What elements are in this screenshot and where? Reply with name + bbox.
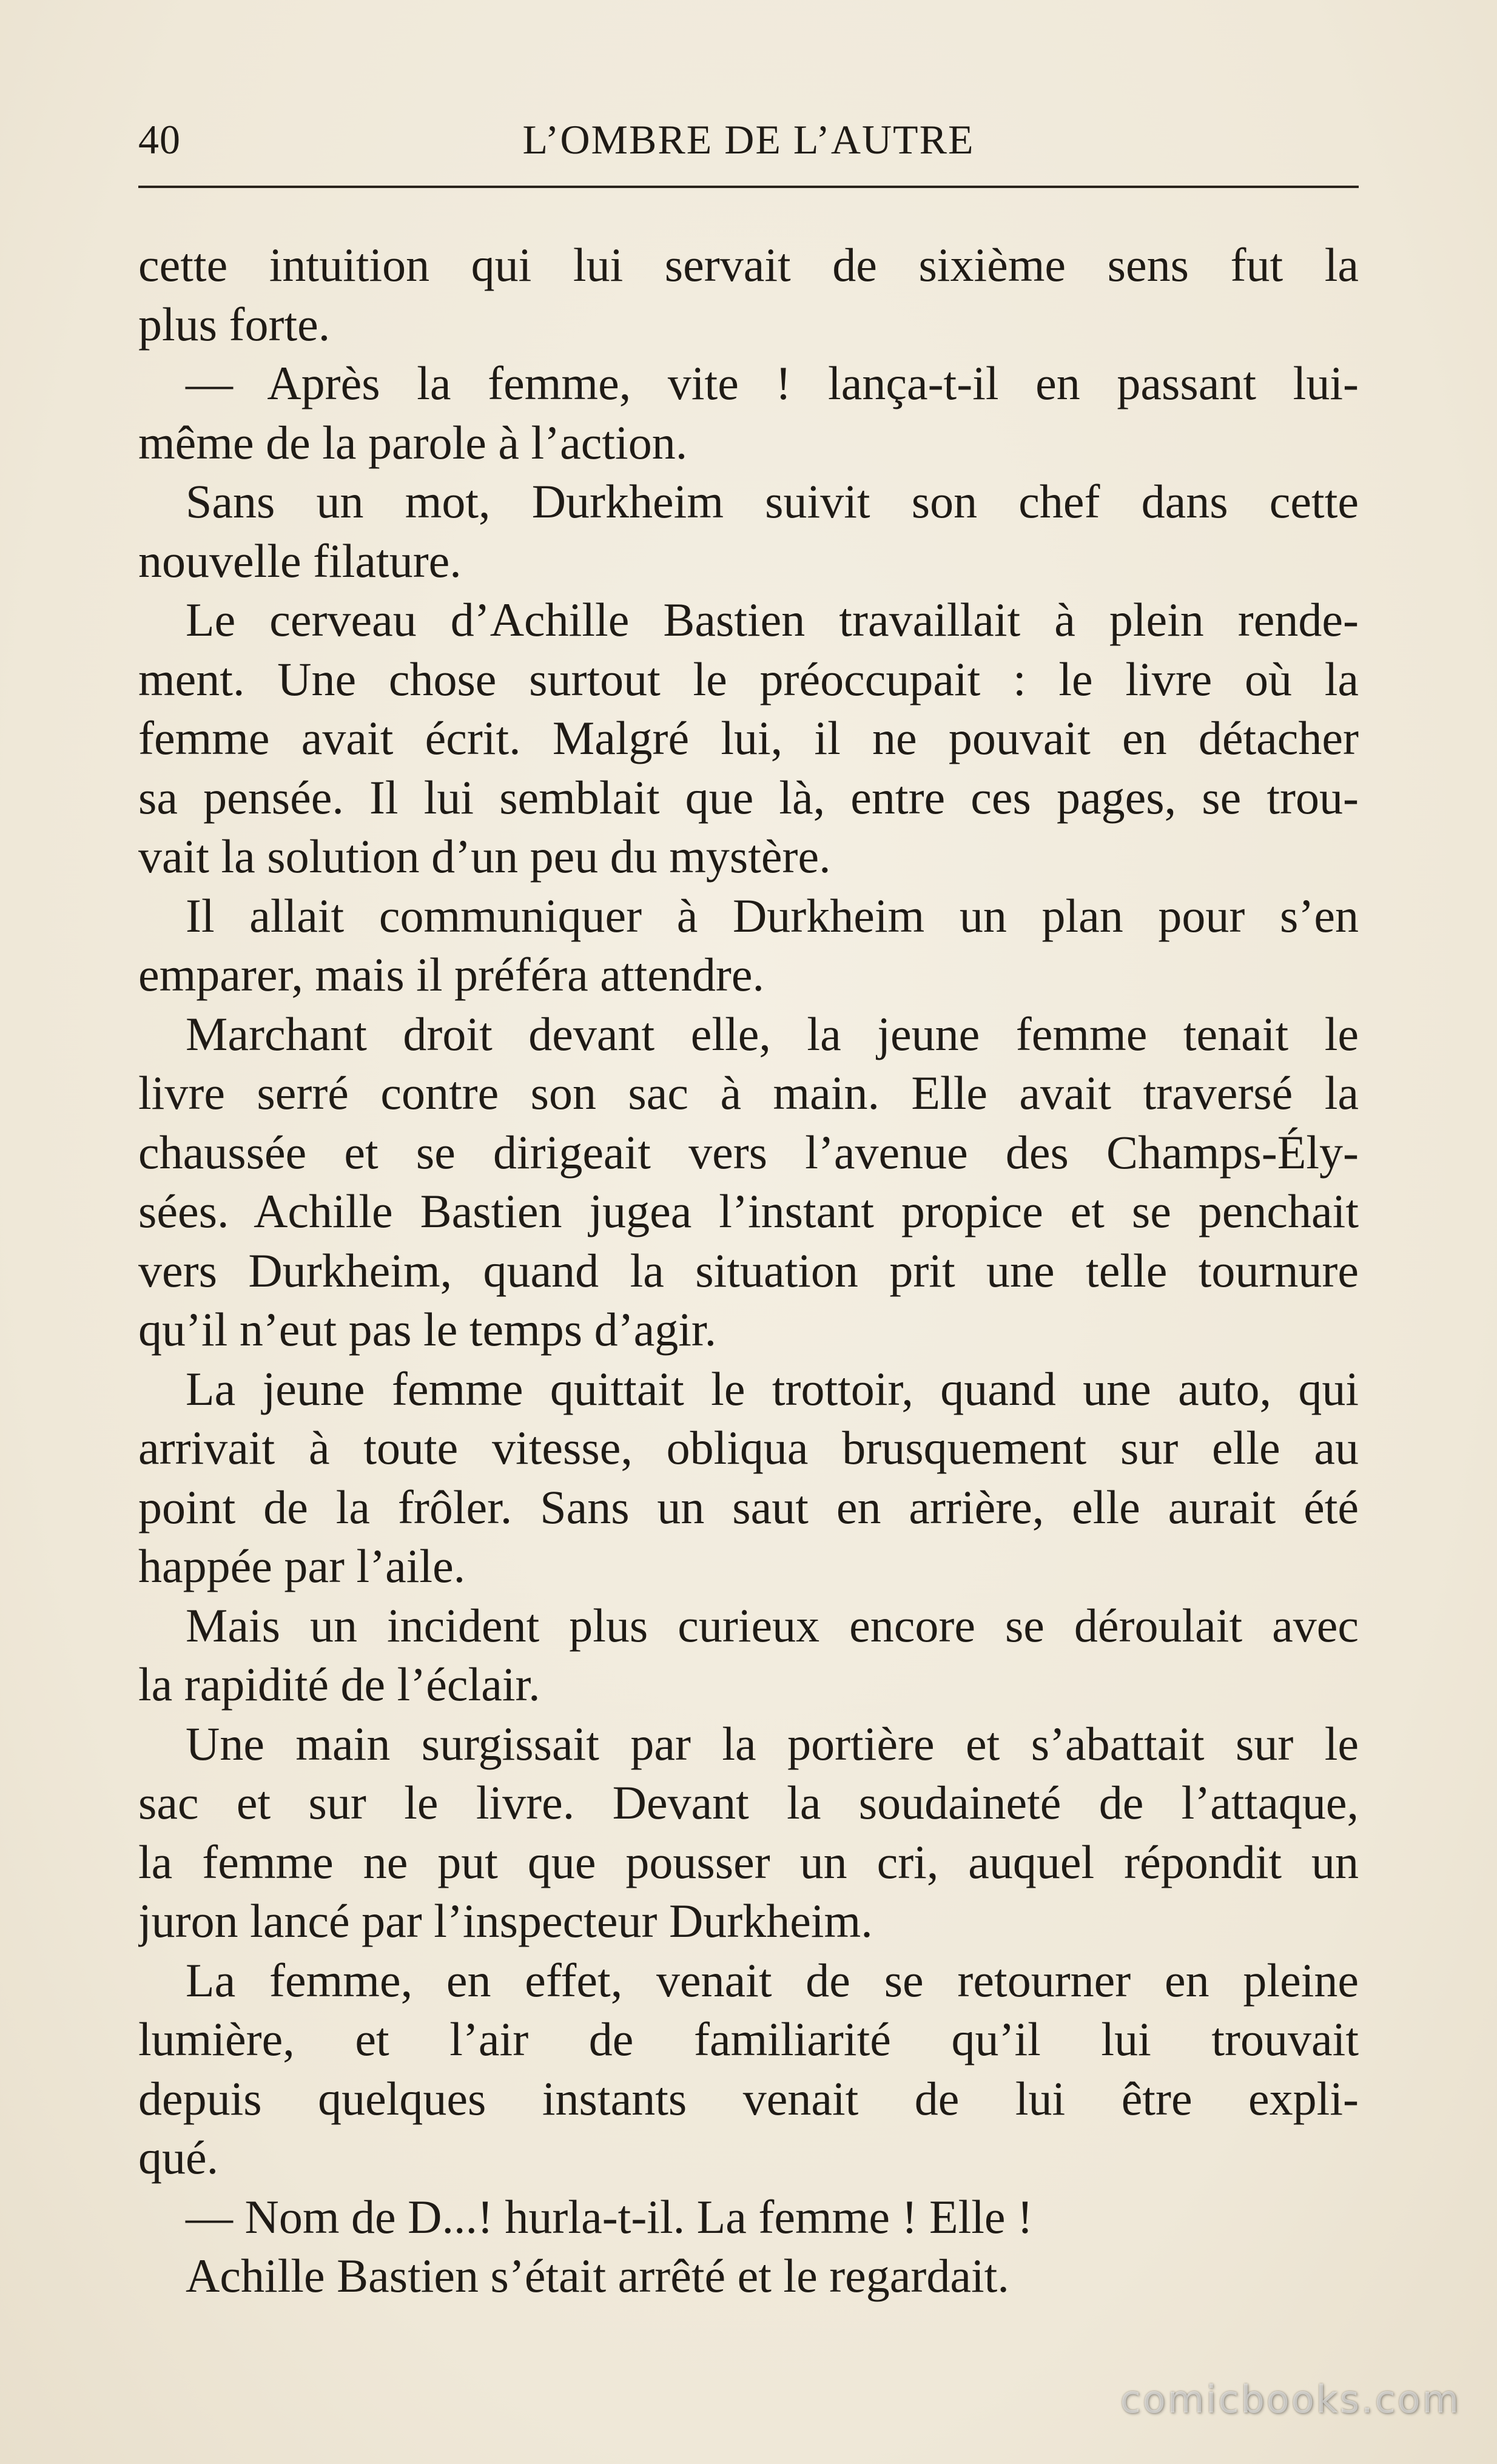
page-header — [138, 103, 1359, 176]
text-line: nouvelle filature. — [138, 534, 462, 587]
text-line: Achille Bastien s’était arrêté et le regardait. — [186, 2249, 1009, 2302]
text-line: emparer, mais il préféra attendre. — [138, 948, 764, 1001]
text-line: femme avait écrit. Malgré lui, il ne pouvait en détacher — [138, 712, 1359, 764]
text-line: Le cerveau d’Achille Bastien travaillait à plein rende- — [186, 593, 1359, 646]
text-line: — Après la femme, vite ! lança-t-il en passant lui- — [186, 357, 1359, 409]
text-line: Marchant droit devant elle, la jeune femme tenait le — [186, 1007, 1359, 1060]
text-line: sées. Achille Bastien jugea l’instant propice et se penchait — [138, 1185, 1359, 1237]
text-line: La jeune femme quittait le trottoir, quand une auto, qui — [186, 1362, 1359, 1415]
text-line: la rapidité de l’éclair. — [138, 1658, 540, 1711]
text-line: sa pensée. Il lui semblait que là, entre ces pages, se trou- — [138, 770, 1359, 824]
text-line: vait la solution d’un peu du mystère. — [138, 830, 831, 883]
text-line: juron lancé par l’inspecteur Durkheim. — [138, 1894, 873, 1947]
text-line: cette intuition qui lui servait de sixième sens fut la — [138, 238, 1359, 291]
text-line: Mais un incident plus curieux encore se déroulait avec — [186, 1598, 1359, 1652]
watermark: comicbooks.com — [1120, 2377, 1461, 2422]
text-line: la femme ne put que pousser un cri, auquel répondit un — [138, 1835, 1359, 1888]
text-line: qu’il n’eut pas le temps d’agir. — [138, 1303, 717, 1356]
body-text — [138, 235, 1359, 2306]
text-line: Il allait communiquer à Durkheim un plan pour s’en — [186, 889, 1359, 942]
text-line: même de la parole à l’action. — [138, 416, 688, 469]
text-line: Sans un mot, Durkheim suivit son chef dans cette — [186, 475, 1359, 528]
text-line: livre serré contre son sac à main. Elle avait traversé la — [138, 1066, 1359, 1119]
text-line: lumière, et l’air de familiarité qu’il lui trouvait — [138, 2013, 1359, 2065]
text-line: La femme, en effet, venait de se retourner en pleine — [186, 1953, 1359, 2007]
running-title: L’OMBRE DE L’AUTRE — [522, 116, 975, 163]
text-line: arrivait à toute vitesse, obliqua brusquement sur elle au — [138, 1421, 1359, 1474]
text-line: Une main surgissait par la portière et s’abattait sur le — [186, 1717, 1359, 1770]
text-line: depuis quelques instants venait de lui être expli- — [138, 2072, 1359, 2125]
text-line: plus forte. — [138, 297, 331, 351]
text-line: happée par l’aile. — [138, 1540, 466, 1592]
text-line: chaussée et se dirigeait vers l’avenue des Champs-Ély- — [138, 1125, 1359, 1179]
text-line: — Nom de D...! hurla-t-il. La femme ! Elle ! — [186, 2190, 1034, 2243]
page-number: 40 — [138, 116, 181, 163]
text-line: sac et sur le livre. Devant la soudaineté de l’attaque, — [138, 1776, 1359, 1829]
text-line: ment. Une chose surtout le préoccupait : le livre où la — [138, 652, 1359, 705]
header-rule — [138, 186, 1359, 188]
text-line: qué. — [138, 2131, 219, 2184]
text-line: point de la frôler. Sans un saut en arrière, elle aurait été — [138, 1480, 1359, 1533]
text-line: vers Durkheim, quand la situation prit une telle tournure — [138, 1244, 1359, 1297]
